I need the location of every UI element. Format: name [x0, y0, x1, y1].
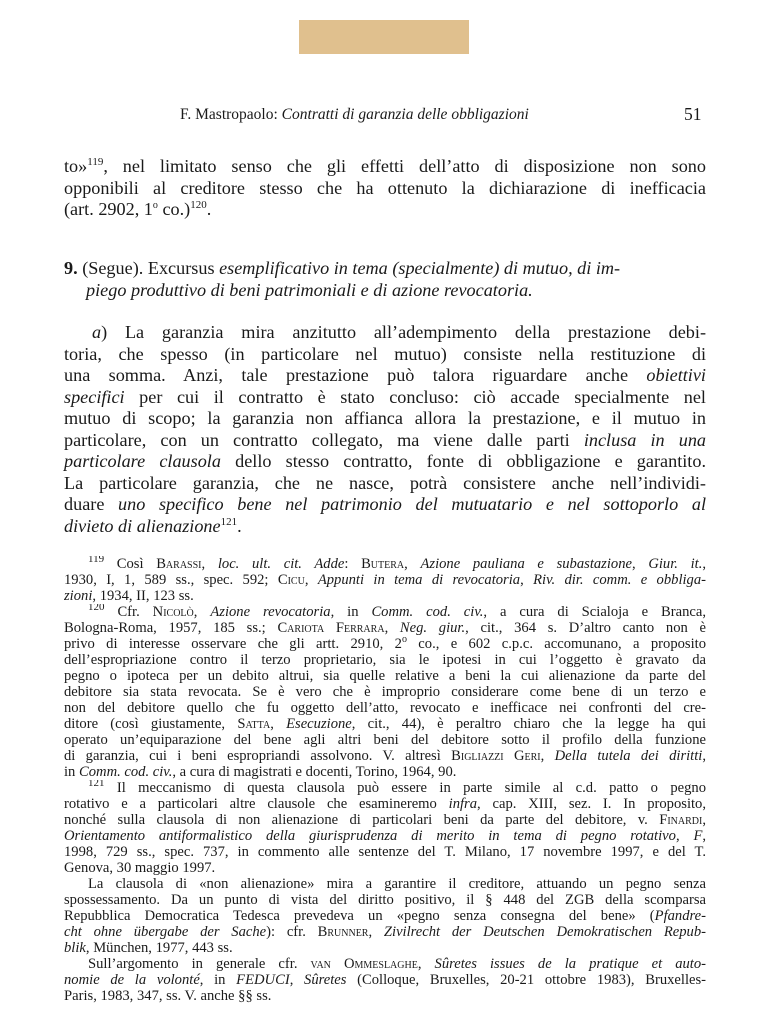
text-line: to»$^{119}$, nel limitato senso che gli effetti dell’atto di disposizione non sono [64, 155, 706, 176]
text-line: toria, che spesso (in particolare nel mutuo) consiste nella restituzione di [64, 343, 706, 364]
footnote-121-line: Genova, 30 maggio 1997. [64, 860, 216, 876]
text-line: divieto di alienazione$^{121}$. [64, 515, 242, 536]
footnote-120-line: dell’espropriazione contro il terzo proprietario, sia le ipotesi in cui l’oggetto è gravato da [64, 652, 706, 668]
intro-paragraph [64, 156, 706, 221]
footnote-ref-120[interactable]: 120 [190, 198, 207, 211]
header-tab-decoration [299, 20, 469, 54]
footnote-121-line: rotativo e a particolari altre clausole che esamineremo infra, cap. XIII, sez. I. In proposito, [64, 796, 706, 812]
book-title: Contratti di garanzia delle obbligazioni [281, 106, 529, 123]
text-line: particolare clausola dello stesso contratto, fonte di obbligazione e garantito. [64, 451, 706, 471]
text-line: una somma. Anzi, tale prestazione può talora riguardare anche obiettivi [64, 365, 706, 385]
footnote-120-line: Bologna-Roma, 1957, 185 ss.; Cariota Ferrara, Neg. giur., cit., 364 s. D’altro canto non è [64, 620, 706, 636]
heading-line: 9. (Segue). Excursus esemplificativo in tema (specialmente) di mutuo, di im- [64, 258, 621, 278]
text-line: a) La garanzia mira anzitutto all’adempimento della prestazione debi- [92, 322, 706, 342]
footnote-number: 120 [88, 604, 105, 614]
footnote-120-line: privo di interesse osservare che gli artt. 2910, 2$^o$ co., e 602 c.p.c. accomunano, a proposito [64, 636, 706, 652]
footnote-120-line: ditore (così giustamente, Satta, Esecuzione, cit., 44), è peraltro chiaro che la legge ha qui [64, 716, 706, 732]
main-paragraph [64, 322, 706, 537]
text-line: duare uno specifico bene nel patrimonio del mutuatario e nel sottoporlo al [64, 494, 706, 514]
text-line: La particolare garanzia, che ne nasce, potrà consistere anche nell’individi- [64, 472, 706, 493]
footnote-ref-119[interactable]: 119 [87, 155, 104, 168]
page-number: 51 [684, 104, 702, 124]
footnote-121-line: Orientamento antiformalistico della giurisprudenza di merito in tema di pegno rotativo, F, [64, 828, 706, 844]
section-heading [64, 258, 706, 301]
text-line: specifici per cui il contratto è stato concluso: ciò accade specialmente nel [64, 386, 706, 407]
footnote-120-line: pegno o ipoteca per un debito altrui, sia quelle relative a beni la cui alienazione da parte del [64, 668, 706, 684]
heading-line: piego produttivo di beni patrimoniali e di azione revocatoria. [86, 279, 533, 300]
footnote-121-line: $^{121}$ Il meccanismo di questa clausola può essere in parte simile al c.d. patto o pegno [64, 780, 706, 796]
footnote-121-line: Paris, 1983, 347, ss. V. anche §§ ss. [64, 988, 272, 1004]
footnote-120-line: debitore sia stata revocata. Se è vero che è improprio considerare come bene di un terzo e [64, 684, 706, 700]
footnote-120-line: non del debitore quello che fu oggetto dell’atto, revocato e inefficace nei confronti del cre- [64, 700, 706, 716]
footnote-number: 119 [88, 556, 105, 566]
section-number: 9. [64, 258, 78, 278]
footnote-121-line: spossessamento. Da un punto di vista del diritto positivo, il § 448 del ZGB della scomparsa [64, 892, 706, 908]
footnote-121-line: nonché sulla clausola di non alienazione di particolari beni da parte del debitore, v. Finardi, [64, 812, 706, 828]
running-header [0, 104, 768, 128]
footnote-120-line: $^{120}$ Cfr. Nicolò, Azione revocatoria, in Comm. cod. civ., a cura di Scialoja e Branca, [64, 604, 706, 620]
footnote-121-line: 1998, 729 ss., spec. 737, in commento alle sentenze del T. Milano, 17 novembre 1997, e del T. [64, 844, 706, 860]
text-line: particolare, con un contratto collegato, ma viene dalle parti inclusa in una [64, 429, 707, 450]
text-line: (art. 2902, 1$^o$ co.)$^{120}$. [64, 198, 212, 219]
text-line: mutuo di scopo; la garanzia non affianca allora la prestazione, e il mutuo in [64, 408, 706, 428]
footnote-120-line: in Comm. cod. civ., a cura di magistrati e docenti, Torino, 1964, 90. [64, 764, 457, 780]
footnote-121-line: Sull’argomento in generale cfr. van Ommeslaghe, Sûretes issues de la pratique et auto- [88, 956, 706, 972]
text-line: opponibili al creditore stesso che ha ottenuto la dichiarazione di inefficacia [64, 177, 706, 198]
footnote-119-line: zioni, 1934, II, 123 ss. [64, 588, 194, 604]
footnote-ref-121[interactable]: 121 [220, 515, 238, 528]
footnote-121-line: cht ohne übergabe der Sache): cfr. Brunner, Zivilrecht der Deutschen Demokratischen Repub- [64, 924, 706, 940]
author-name: F. Mastropaolo: [180, 106, 278, 123]
footnote-120-line: di garanzia, cui i beni espropriandi assolvono. V. altresì Bigliazzi Geri, Della tutela dei diritti, [64, 748, 706, 764]
footnote-120-line: operato un’equiparazione del bene agli altri beni del debitore sotto il profilo della funzione [64, 732, 706, 748]
footnote-121-line: blik, München, 1977, 443 ss. [64, 940, 233, 956]
footnote-121-line: nomie de la volonté, in FEDUCI, Sûretes (Colloque, Bruxelles, 20-21 ottobre 1983), Bruxelles- [64, 972, 706, 988]
footnote-121-line: La clausola di «non alienazione» mira a garantire il creditore, attuando un pegno senza [88, 876, 706, 892]
running-header-text [180, 106, 529, 124]
footnote-119-line: $^{119}$ Così Barassi, loc. ult. cit. Adde: Butera, Azione pauliana e subastazione, Giur. it., [64, 556, 706, 572]
footnote-119-line: 1930, I, 1, 589 ss., spec. 592; Cicu, Appunti in tema di revocatoria, Riv. dir. comm. e obbliga- [64, 572, 706, 588]
footnote-number: 121 [88, 780, 105, 790]
footnote-121-line: Repubblica Democratica Tedesca prevedeva un «pegno senza consegna del bene» (Pfandre- [64, 908, 706, 924]
footnotes [64, 556, 706, 1004]
